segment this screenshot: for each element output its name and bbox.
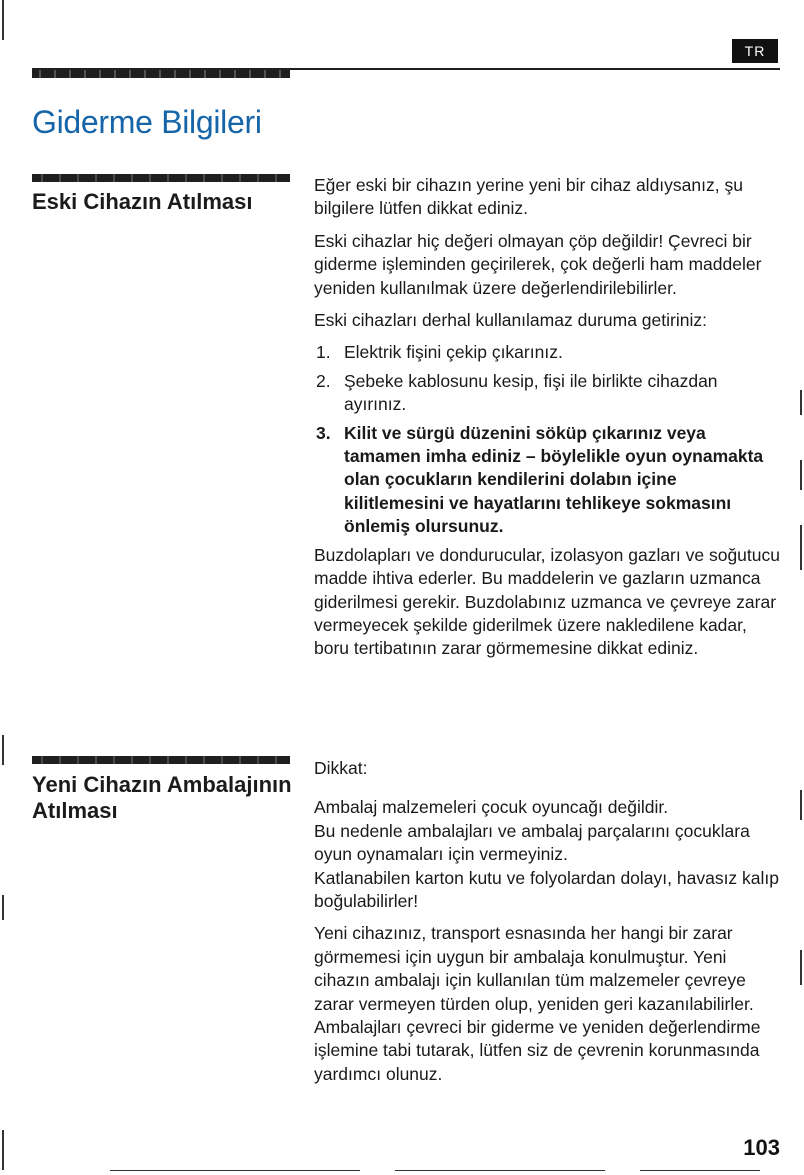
scan-edge-mark <box>800 525 802 570</box>
footer-rule <box>640 1170 760 1171</box>
scan-edge-mark <box>800 950 802 985</box>
disposal-steps <box>314 341 780 538</box>
list-item <box>314 370 780 417</box>
section-band-old-appliance <box>32 174 290 182</box>
warning-line: Ambalaj malzemeleri çocuk oyuncağı değildir. <box>314 797 669 818</box>
warning-block <box>314 796 780 913</box>
page-number: 103 <box>743 1135 780 1160</box>
value-paragraph: Eski cihazlar hiç değeri olmayan çöp değildir! Çevreci bir giderme işleminden geçirilerek, çok değerli ham maddeler yeniden kullanılmak üzere değerlendirilebilirler. <box>314 230 762 298</box>
warning-line: Bu nedenle ambalajları ve ambalaj parçalarını çocuklara oyun oynamaları için vermeyiniz. <box>314 820 750 865</box>
footer-rule <box>110 1170 360 1171</box>
footer-rule <box>395 1170 605 1171</box>
scan-edge-mark <box>2 0 4 40</box>
step-number: 2. <box>316 370 331 391</box>
header-band <box>32 70 290 78</box>
warning-line: Katlanabilen karton kutu ve folyolardan dolayı, havasız kalıp boğulabilirler! <box>314 867 780 912</box>
scan-edge-mark <box>2 895 4 920</box>
scan-edge-mark <box>800 390 802 415</box>
disable-instruction: Eski cihazları derhal kullanılamaz duruma getiriniz: <box>314 310 707 331</box>
section-heading-old-appliance: Eski Cihazın Atılması <box>32 189 253 214</box>
scan-edge-mark <box>2 1130 4 1170</box>
step-text: Kilit ve sürgü düzenini söküp çıkarınız veya tamamen imha ediniz – böylelikle oyun oynamakta olan çocukların kendilerini dolabın içine kilitlemesini ve hayatlarını tehlikeye sokmasını önlemiş olursunuz. <box>344 422 764 537</box>
list-item <box>314 341 780 364</box>
note-label: Dikkat: <box>314 758 368 778</box>
packaging-paragraph: Yeni cihazınız, transport esnasında her hangi bir zarar görmemesi için uygun bir ambalaja konulmuştur. Yeni cihazın ambalajı için kullanılan tüm malzemeler çevreye zarar vermeyen türden olup, yeniden geri kazanılabilirler. Ambalajları çevreci bir giderme ve yeniden değerlendirme işlemine tabi tutarak, lütfen siz de çevrenin korunmasında yardımcı olunuz. <box>314 923 761 1084</box>
step-number: 1. <box>316 342 331 363</box>
section-band-packaging <box>32 756 290 764</box>
scan-edge-mark <box>800 790 802 820</box>
scan-edge-mark <box>2 735 4 765</box>
step-text: Şebeke kablosunu kesip, fişi ile birlikte cihazdan ayırınız. <box>344 370 718 415</box>
section-heading-packaging: Yeni Cihazın Ambalajının Atılması <box>32 772 292 823</box>
language-badge: TR <box>732 39 778 63</box>
intro-paragraph: Eğer eski bir cihazın yerine yeni bir cihaz aldıysanız, şu bilgilere lütfen dikkat ediniz. <box>314 175 743 219</box>
scan-edge-mark <box>800 460 802 490</box>
section-body-packaging <box>314 757 780 1095</box>
step-number: 3. <box>316 422 331 443</box>
list-item <box>314 422 780 539</box>
page-title: Giderme Bilgileri <box>32 104 262 140</box>
step-text: Elektrik fişini çekip çıkarınız. <box>344 342 563 363</box>
refrigerant-paragraph: Buzdolapları ve dondurucular, izolasyon gazları ve soğutucu madde ihtiva ederler. Bu maddelerin ve gazların uzmanca giderilmesi gerekir. Buzdolabınız uzmanca ve çevreye zarar vermeyecek şekilde giderilmek üzere nakledilene kadar, boru tertibatının zarar görmemesine dikkat ediniz. <box>314 544 780 659</box>
section-body-old-appliance <box>314 174 780 670</box>
